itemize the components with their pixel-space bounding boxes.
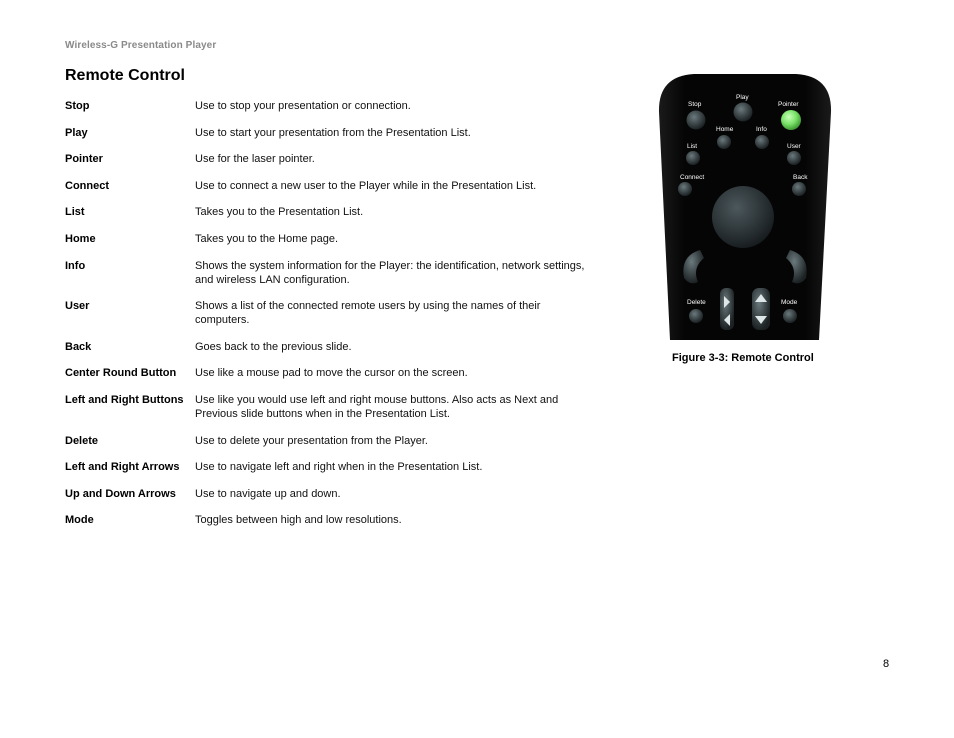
list-button [686, 151, 700, 165]
center-round-button [712, 186, 774, 248]
connect-button [678, 182, 692, 196]
definition-description: Takes you to the Home page. [195, 232, 339, 245]
remote-label-connect: Connect [680, 174, 705, 181]
definition-term: Info [65, 259, 86, 272]
definition-description: Shows the system information for the Player: the identification, network settings, and wireless LAN configuration. [195, 259, 585, 286]
definition-term: Pointer [65, 153, 103, 166]
definition-row [65, 99, 595, 113]
definition-description: Toggles between high and low resolutions. [195, 514, 402, 527]
definition-row [65, 487, 595, 501]
definition-row [65, 460, 595, 474]
remote-label-back: Back [793, 174, 808, 181]
definition-term: List [65, 206, 85, 219]
definition-term: Play [65, 126, 88, 139]
definition-description: Goes back to the previous slide. [195, 340, 352, 353]
remote-label-stop: Stop [688, 101, 702, 108]
remote-label-pointer: Pointer [778, 101, 799, 108]
remote-label-play: Play [736, 94, 749, 101]
definition-description: Use to navigate left and right when in the Presentation List. [195, 461, 483, 474]
definition-term: User [65, 300, 90, 313]
definition-term: Center Round Button [65, 367, 177, 380]
figure-caption: Figure 3-3: Remote Control [672, 352, 814, 364]
definition-term: Up and Down Arrows [65, 487, 176, 500]
remote-label-mode: Mode [781, 299, 798, 306]
definition-term: Connect [65, 179, 109, 192]
definition-description: Use to navigate up and down. [195, 487, 341, 500]
remote-label-home: Home [716, 126, 734, 133]
left-arrow-button [720, 288, 734, 330]
page-number: 8 [883, 658, 890, 670]
play-button [734, 103, 753, 122]
stop-button [687, 111, 706, 130]
user-button [787, 151, 801, 165]
definition-row [65, 179, 595, 193]
remote-label-list: List [687, 143, 698, 150]
definition-row [65, 434, 595, 448]
running-header: Wireless-G Presentation Player [65, 40, 217, 51]
remote-label-delete: Delete [687, 299, 706, 306]
definition-term: Mode [65, 514, 94, 527]
pointer-button [781, 110, 801, 130]
section-title: Remote Control [65, 67, 185, 84]
remote-label-user: User [787, 143, 801, 150]
definition-description: Shows a list of the connected remote users by using the names of their computers. [195, 300, 541, 327]
definition-description: Use to delete your presentation from the Player. [195, 434, 428, 447]
definition-description: Use like a mouse pad to move the cursor on the screen. [195, 367, 468, 380]
remote-label-info: Info [756, 126, 767, 133]
mode-button [783, 309, 797, 323]
definition-row [65, 259, 595, 287]
definition-row [65, 393, 595, 421]
definition-row [65, 152, 595, 166]
definition-row [65, 299, 595, 327]
definition-term: Stop [65, 100, 90, 112]
definition-row [65, 513, 595, 527]
back-button [792, 182, 806, 196]
definition-row [65, 232, 595, 246]
home-button [717, 135, 731, 149]
remote-control-image [656, 72, 834, 340]
definition-row [65, 340, 595, 354]
definition-term: Left and Right Arrows [65, 461, 180, 474]
definition-description: Use for the laser pointer. [195, 153, 315, 166]
definition-list [65, 99, 595, 540]
info-button [755, 135, 769, 149]
definition-row [65, 205, 595, 219]
definition-description: Use to start your presentation from the Presentation List. [195, 126, 471, 139]
definition-description: Takes you to the Presentation List. [195, 206, 364, 219]
definition-row [65, 366, 595, 380]
definition-term: Home [65, 232, 96, 245]
delete-button [689, 309, 703, 323]
definition-description: Use to stop your presentation or connection. [195, 100, 411, 112]
definition-row [65, 126, 595, 140]
definition-term: Left and Right Buttons [65, 393, 184, 406]
definition-term: Delete [65, 434, 99, 447]
definition-description: Use like you would use left and right mouse buttons. Also acts as Next and Previous slide buttons when in the Presentation List. [195, 393, 559, 420]
definition-term: Back [65, 340, 92, 353]
definition-description: Use to connect a new user to the Player while in the Presentation List. [195, 179, 537, 192]
